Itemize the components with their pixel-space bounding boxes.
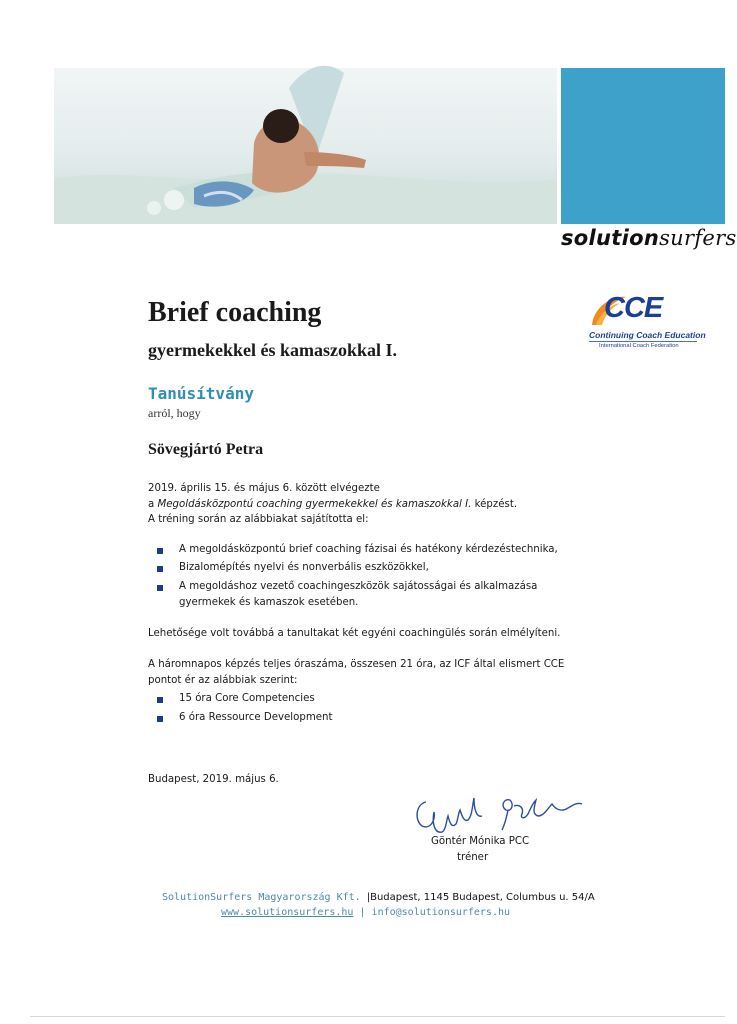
brand-light: surfers xyxy=(659,226,737,250)
completion-line: 2019. április 15. és május 6. között elvégezte xyxy=(148,483,380,494)
hours-line: A háromnapos képzés teljes óraszáma, összesen 21 óra, az ICF által elismert CCE xyxy=(148,659,565,670)
bullet-icon xyxy=(157,548,163,554)
practice-paragraph: Lehetősége volt továbbá a tanultakat két egyéni coachingülés során elmélyíteni. xyxy=(148,628,561,639)
certificate-label: Tanúsítvány xyxy=(148,384,254,403)
intro-text: arról, hogy xyxy=(148,406,201,420)
skill-item: Bizalomépítés nyelvi és nonverbális eszközökkel, xyxy=(179,562,429,573)
footer-pipe: | xyxy=(359,907,366,918)
surfer-photo xyxy=(54,68,557,224)
certificate-subtitle: gyermekekkel és kamaszokkal I. xyxy=(148,340,397,360)
bottom-rule xyxy=(30,1016,725,1017)
signer-block xyxy=(431,834,529,865)
course-prefix: a xyxy=(148,498,155,510)
points-item: 15 óra Core Competencies xyxy=(179,693,315,704)
footer-contact-line xyxy=(221,907,510,918)
hours-line-2: pontot ér az alábbiak szerint: xyxy=(148,674,298,686)
skill-item: A megoldásközpontú brief coaching fázisai és hatékony kérdezéstechnika, xyxy=(179,544,558,555)
bullet-icon xyxy=(157,716,163,722)
course-name: Megoldásközpontú coaching gyermekekkel és kamaszokkal I. xyxy=(157,498,472,510)
bullet-icon xyxy=(157,697,163,703)
skill-item-continued: gyermekek és kamaszok esetében. xyxy=(179,597,359,608)
surfer-illustration xyxy=(54,68,557,224)
footer-address: Budapest, 1145 Budapest, Columbus u. 54/A xyxy=(370,892,595,903)
course-line xyxy=(148,497,517,513)
bullet-icon xyxy=(157,566,163,572)
footer-separator: | xyxy=(366,892,371,903)
signature-image xyxy=(412,786,596,838)
skill-item: A megoldáshoz vezető coachingeszközök sajátosságai és alkalmazása xyxy=(179,581,538,592)
certificate-title: Brief coaching xyxy=(148,297,322,328)
course-suffix: képzést. xyxy=(474,498,518,510)
website-link[interactable]: www.solutionsurfers.hu xyxy=(221,907,354,918)
signer-name: Göntér Mónika PCC xyxy=(431,836,530,847)
signer-role: tréner xyxy=(457,851,489,863)
bullet-icon xyxy=(157,585,163,591)
footer-company-line xyxy=(162,892,595,903)
points-item: 6 óra Ressource Development xyxy=(179,712,333,723)
cce-federation: International Coach Federation xyxy=(599,343,679,349)
place-date: Budapest, 2019. május 6. xyxy=(148,774,279,785)
participant-name: Sövegjártó Petra xyxy=(148,441,264,458)
brand-bold: solution xyxy=(561,226,660,250)
cce-logo-subtitle: Continuing Coach Education xyxy=(589,330,706,340)
email-link[interactable]: info@solutionsurfers.hu xyxy=(371,907,511,918)
brand-wordmark xyxy=(561,226,737,250)
cce-logo-text: CCE xyxy=(604,292,663,324)
cce-divider xyxy=(589,341,697,342)
training-intro-line: A tréning során az alábbiakat sajátította el: xyxy=(148,514,369,525)
footer-company: SolutionSurfers Magyarország Kft. xyxy=(162,892,361,903)
accent-block xyxy=(561,68,725,224)
